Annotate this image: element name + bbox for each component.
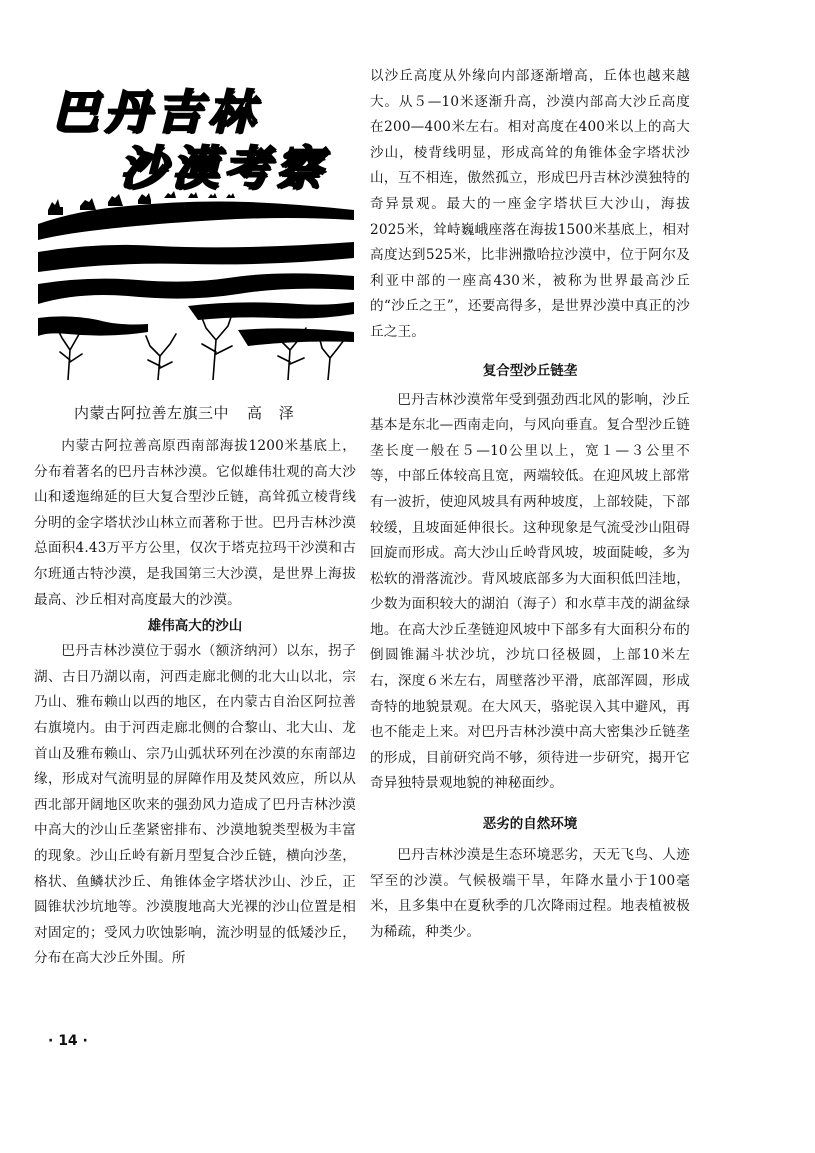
left-column xyxy=(34,434,356,972)
section-heading-dunes: 雄伟高大的沙山 xyxy=(147,618,243,635)
section-environment-paragraph: 巴丹吉林沙漠是生态环境恶劣，天无飞鸟、人迹罕至的沙漠。气候极端干旱，年降水量小于100毫米，且多集中在夏秋季的几次降雨过程。地表植被极为稀疏，种类少。 xyxy=(370,847,690,940)
camel-caravan-icon xyxy=(38,191,354,240)
byline xyxy=(74,402,354,423)
continued-paragraph: 以沙丘高度从外缘向内部逐渐增高，丘体也越来越大。从５—10米逐渐升高，沙漠内部高大沙丘高度在200—400米左右。相对高度在400米以上的高大沙山，棱背线明显，形成高耸的角锥体金字塔状沙山，互不相连，傲然孤立，形成巴丹吉林沙漠独特的奇异景观。最大的一座金字塔状巨大沙山，海拔2025米，耸峙巍峨座落在海拔1500米基底上，相对高度达到525米，比非洲撒哈拉沙漠中，位于阿尔及利亚中部的一座高430米，被称为世界最高沙丘的“沙丘之王”，还要高得多，是世界沙漠中真正的沙丘之王。 xyxy=(370,68,690,340)
article-title xyxy=(44,66,354,195)
page-number: · 14 · xyxy=(48,1033,88,1049)
section-dune-chains-paragraph: 巴丹吉林沙漠常年受到强劲西北风的影响，沙丘基本是东北—西南走向，与风向垂直。复合型沙丘链垄长度一般在５—10公里以上，宽１—３公里不等，中部丘体较高且宽，两端较低。在迎风坡上部常有一波折，使迎风坡具有两种坡度，上部较陡，下部较缓，且坡面延伸很长。这种现象是气流受沙山阻碍回旋而形成。高大沙山丘岭背风坡，坡面陡峻，多为松软的滑落流沙。背风坡底部多为大面积低凹洼地，少数为面积较大的湖泊（海子）和水草丰茂的湖盆绿地。在高大沙丘垄链迎风坡中下部多有大面积分布的倒圆锥漏斗状沙坑，沙坑口径极圆，上部10米左右，深度６米左右，周壁落沙平滑，底部浑圆，形成奇特的地貌景观。在大风天，骆驼误入其中避风，再也不能走上来。对巴丹吉林沙漠中高大密集沙丘链垄的形成，目前研究尚不够，须待进一步研究，揭开它奇异独特景观地貌的神秘面纱。 xyxy=(370,391,690,792)
right-column xyxy=(370,64,690,945)
title-line-2: 沙漠考察 xyxy=(120,141,328,195)
desert-illustration xyxy=(38,180,354,380)
intro-paragraph: 内蒙古阿拉善高原西南部海拔1200米基底上，分布着著名的巴丹吉林沙漠。它似雄伟壮观的高大沙山和逶迤绵延的巨大复合型沙丘链，高耸孤立棱背线分明的金字塔状沙山林立而著称于世。巴丹吉林沙漠总面积4.43万平方公里，仅次于塔克拉玛干沙漠和古尔班通古特沙漠，是我国第三大沙漠，是世界上海拔最高、沙丘相对高度最大的沙漠。 xyxy=(34,438,356,608)
section-dunes-paragraph: 巴丹吉林沙漠位于弱水（额济纳河）以东，拐子湖、古日乃湖以南，河西走廊北侧的北大山以北，宗乃山、雅布赖山以西的地区，在内蒙古自治区阿拉善右旗境内。由于河西走廊北侧的合黎山、北大山、龙首山及雅布赖山、宗乃山弧状环列在沙漠的东南部边缘，形成对气流明显的屏障作用及焚风效应，所以从西北部开阔地区吹来的强劲风力造成了巴丹吉林沙漠中高大的沙山丘垄紧密排布、沙漠地貌类型极为丰富的现象。沙山丘岭有新月型复合沙丘链，横向沙垄，格状、鱼鳞状沙丘、角锥体金字塔状沙山、沙丘，正圆锥状沙坑地等。沙漠腹地高大光裸的沙山位置是相对固定的；受风力吹蚀影响，流沙明显的低矮沙丘，分布在高大沙丘外围。所 xyxy=(34,643,356,967)
author-affiliation: 内蒙古阿拉善左旗三中 xyxy=(74,404,230,422)
author-name: 高 泽 xyxy=(247,404,300,422)
dune-icon xyxy=(38,242,354,346)
section-heading-environment: 恶劣的自然环境 xyxy=(482,816,578,833)
section-heading-dune-chains: 复合型沙丘链垄 xyxy=(482,362,578,379)
title-line-1: 巴丹吉林 xyxy=(52,85,260,139)
